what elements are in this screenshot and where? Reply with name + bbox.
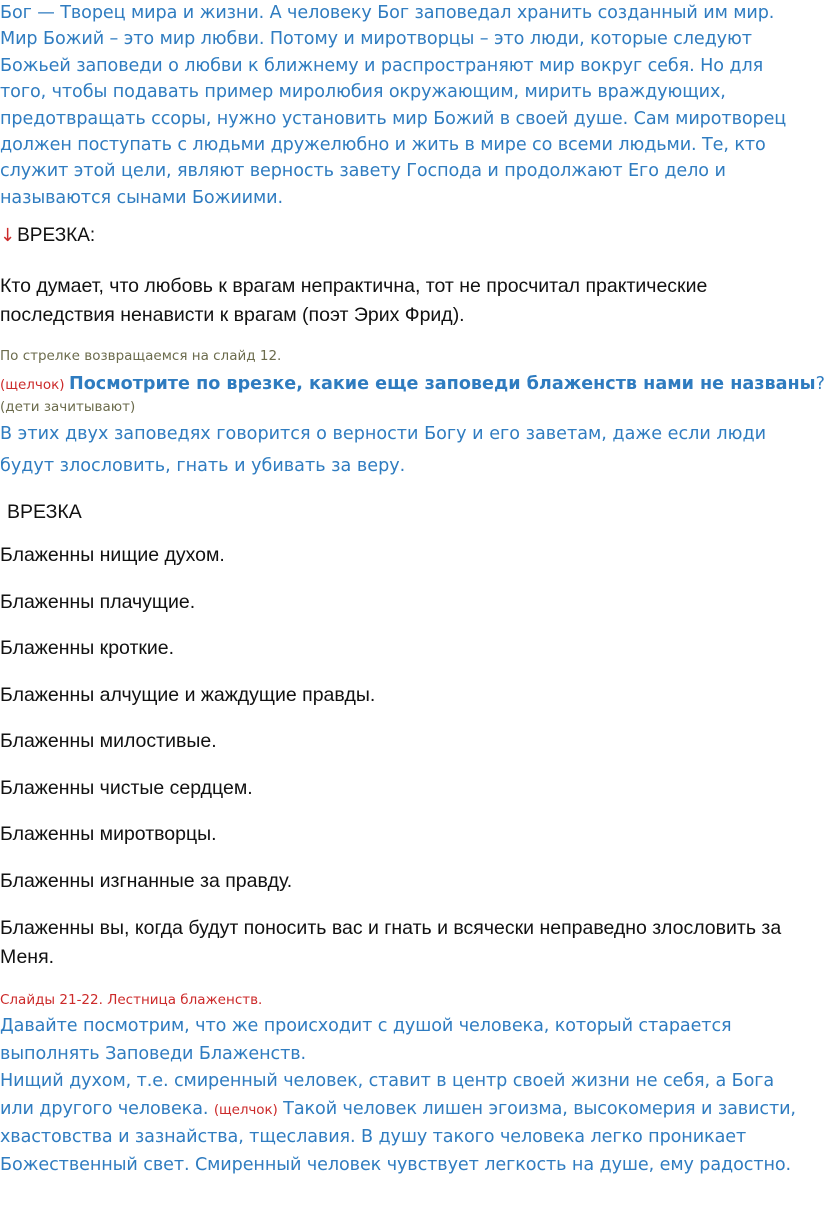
question-line [0,370,825,398]
beatitude-item: Блаженны плачущие. [0,591,196,613]
beatitude-item: Блаженны миротворцы. [0,823,217,845]
question-text: Посмотрите по врезке, какие еще заповеди блаженств нами не названы [68,374,816,394]
vrezka-label: ВРЕЗКА: [17,225,96,246]
loyalty-paragraph: В этих двух заповедях говорится о верности Богу и его заветам, даже если люди будут злословить, гнать и убивать за веру. [0,424,767,476]
vrezka-heading-second: ВРЕЗКА [7,501,82,523]
beatitude-item: Блаженны алчущие и жаждущие правды. [0,684,376,706]
beatitude-item: Блаженны вы, когда будут поносить вас и гнать и всячески неправедно злословить за Меня. [0,917,782,968]
click-marker: (щелчок) [0,377,65,393]
fried-quote: Кто думает, что любовь к врагам непрактична, тот не просчитал практические последствия ненависти к врагам (поэт Эрих Фрид). [0,275,708,326]
question-mark: ? [815,374,825,394]
final-paragraph [0,1013,812,1179]
final-paragraph-intro: Давайте посмотрим, что же происходит с душой человека, который старается выполнять Заповеди Блаженств. [0,1016,732,1064]
slides-21-22-note: Слайды 21-22. Лестница блаженств. [0,992,263,1008]
final-paragraph-humble: Нищий духом, т.е. смиренный человек, ставит в центр своей жизни не себя, а Бога или другого человека. [0,1071,775,1119]
vrezka-heading-first [0,223,95,249]
beatitude-item: Блаженны нищие духом. [0,544,225,566]
down-arrow-icon: ↓ [0,225,16,246]
click-marker: (щелчок) [213,1101,278,1118]
beatitude-item: Блаженны чистые сердцем. [0,777,253,799]
beatitude-item: Блаженны кроткие. [0,637,175,659]
beatitude-item: Блаженны милостивые. [0,730,217,752]
beatitude-item: Блаженны изгнанные за правду. [0,870,293,892]
intro-paragraph: Бог — Творец мира и жизни. А человеку Бог заповедал хранить созданный им мир. Мир Божий – это мир любви. Потому и миротворцы – это люди, которые следуют Божьей заповеди о любви к ближнему и распространяют мир вокруг себя. Но для того, чтобы подавать пример миролюбия окружающим, мирить враждующих, предотвращать ссоры, нужно установить мир Божий в своей душе. Сам миротворец должен поступать с людьми дружелюбно и жить в мире со всеми людьми. Те, кто служит этой цели, являют верность завету Господа и продолжают Его дело и называются сынами Божиими. [0,3,787,208]
kids-read-note: (дети зачитывают) [0,399,136,415]
final-paragraph-rest: Такой человек лишен эгоизма, высокомерия и зависти, хвастовства и зазнайства, тщеславия. В душу такого человека легко проникает Божественный свет. Смиренный человек чувствует легкость на душе, ему радостно. [0,1098,796,1175]
slide-12-note: По стрелке возвращаемся на слайд 12. [0,348,282,364]
